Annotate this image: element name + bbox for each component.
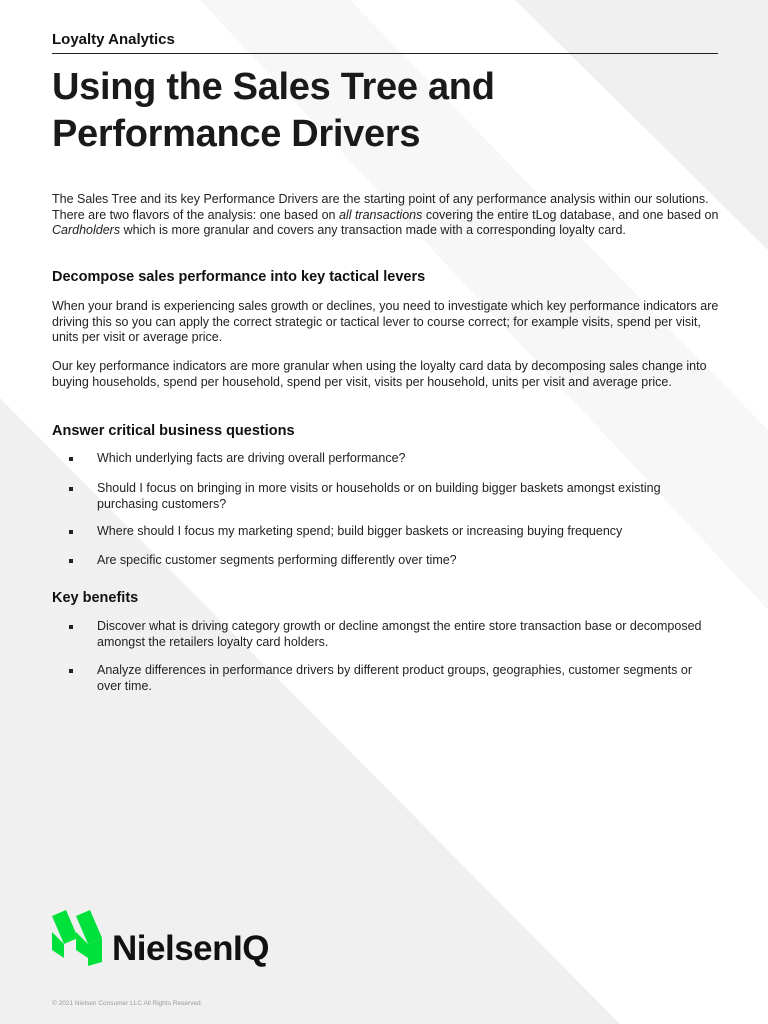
list-item-text: Discover what is driving category growth or decline amongst the entire store transaction base or decomposed amongst the retailers loyalty card holders. [97, 619, 702, 649]
bullet-icon [69, 457, 73, 461]
list-item-text: Are specific customer segments performing differently over time? [97, 553, 457, 567]
list-item [52, 663, 720, 694]
paragraph-kpi-growth: When your brand is experiencing sales growth or declines, you need to investigate which key performance indicators are driving this so you can apply the correct strategic or tactical lever to course correct; for example visits, spend per visit, units per visit or average price. [52, 299, 719, 345]
page-title: Using the Sales Tree and Performance Drivers [52, 66, 495, 155]
intro-text-2: covering the entire tLog database, and one based on [422, 207, 719, 222]
logo-wordmark: NielsenIQ [112, 929, 269, 968]
eyebrow-label: Loyalty Analytics [52, 31, 175, 48]
bullet-icon [69, 530, 73, 534]
list-item [52, 451, 720, 467]
bullet-icon [69, 669, 73, 673]
intro-emphasis-all-transactions: all transactions [338, 207, 423, 222]
intro-text-3: which is more granular and covers any transaction made with a corresponding loyalty card. [120, 223, 626, 238]
section-heading-benefits: Key benefits [52, 590, 139, 606]
list-item-text: Analyze differences in performance drivers by different product groups, geographies, customer segments or over time. [97, 663, 692, 693]
list-item-text: Where should I focus my marketing spend; build bigger baskets or increasing buying frequency [97, 524, 623, 538]
nielseniq-logo-icon [52, 910, 106, 966]
list-item [52, 553, 720, 569]
intro-paragraph [52, 192, 720, 239]
bullet-icon [69, 625, 73, 629]
list-item [52, 481, 720, 512]
bullet-icon [69, 559, 73, 563]
section-heading-questions: Answer critical business questions [52, 423, 295, 439]
section-heading-decompose: Decompose sales performance into key tactical levers [52, 269, 426, 285]
bullet-icon [69, 487, 73, 491]
list-item [52, 524, 720, 540]
list-item-text: Which underlying facts are driving overall performance? [97, 451, 406, 465]
header-rule [52, 53, 718, 54]
list-item [52, 619, 720, 650]
intro-emphasis-cardholders: Cardholders [52, 223, 121, 238]
paragraph-kpi-granular: Our key performance indicators are more granular when using the loyalty card data by decomposing sales change into buying households, spend per household, spend per visit, visits per household, units per visit and average price. [52, 359, 707, 389]
list-item-text: Should I focus on bringing in more visits or households or on building bigger baskets amongst existing purchasing customers? [97, 481, 661, 511]
copyright-footer: © 2021 Nielsen Consumer LLC All Rights Reserved. [52, 1000, 203, 1007]
intro-text-1: The Sales Tree and its key Performance Drivers are the starting point of any performance analysis within our solutions. There are two flavors of the analysis: one based on [52, 192, 709, 222]
